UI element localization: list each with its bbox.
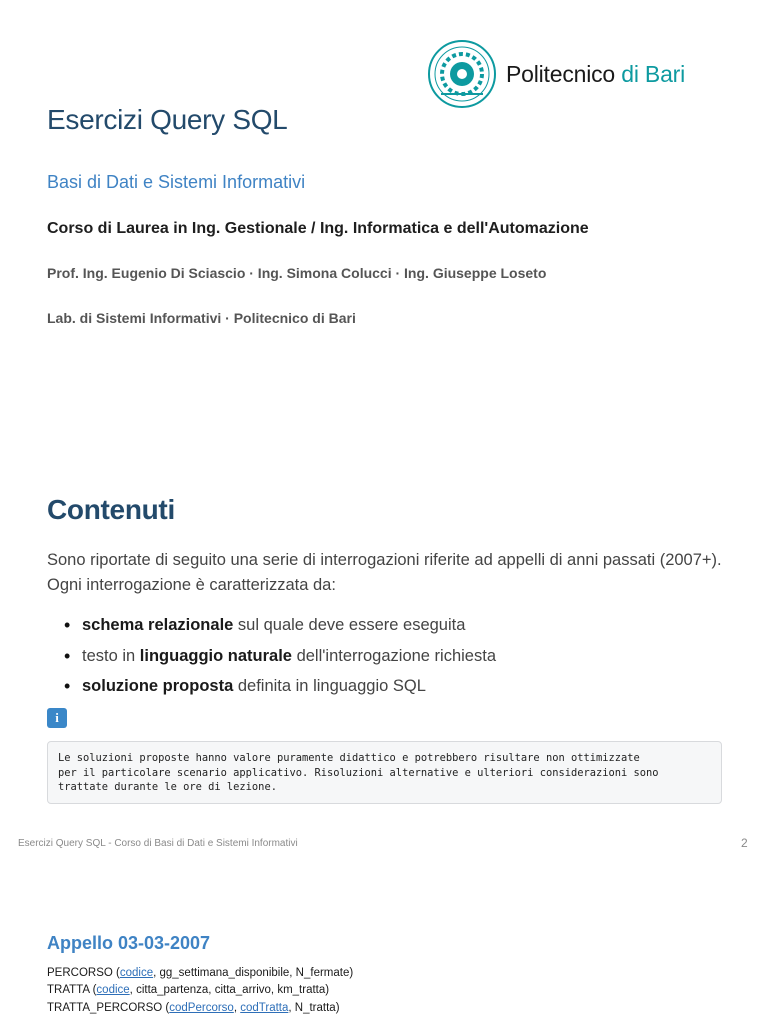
- contents-heading: Contenuti: [47, 494, 175, 525]
- primary-key: codice: [119, 967, 154, 979]
- bullet-text: definita in linguaggio SQL: [233, 677, 426, 695]
- schema-row-tratta-percorso: TRATTA_PERCORSO (codPercorso, codTratta, N_tratta): [47, 1001, 340, 1014]
- institution-name: [506, 61, 685, 88]
- primary-key: codice: [96, 984, 130, 997]
- professors-line: Prof. Ing. Eugenio Di Sciascio · Ing. Simona Colucci · Ing. Giuseppe Loseto: [47, 265, 547, 281]
- relation-attributes: N_tratta: [294, 1001, 336, 1014]
- institution-name-main: Politecnico: [506, 60, 616, 87]
- page-title: Esercizi Query SQL: [47, 104, 288, 135]
- course-subtitle: Basi di Dati e Sistemi Informativi: [47, 172, 306, 192]
- relation-name: PERCORSO: [47, 967, 113, 979]
- page-footer: Esercizi Query SQL - Corso di Basi di Dati e Sistemi Informativi: [18, 838, 298, 849]
- degree-course: Corso di Laurea in Ing. Gestionale / Ing. Informatica e dell'Automazione: [47, 220, 589, 237]
- appello-heading: Appello 03-03-2007: [47, 933, 211, 953]
- primary-key: codTratta: [240, 1001, 289, 1014]
- list-item: [64, 610, 496, 641]
- note-line: trattate durante le ore di lezione.: [58, 781, 277, 793]
- note-line: per il particolare scenario applicativo. Risoluzioni alternative e ulteriori considerazioni sono: [58, 766, 659, 779]
- relation-name: TRATTA: [47, 984, 90, 997]
- lab-line: Lab. di Sistemi Informativi · Politecnico di Bari: [47, 310, 356, 326]
- relation-name: TRATTA_PERCORSO: [47, 1001, 163, 1014]
- note-box: [47, 741, 722, 804]
- bullet-text: sul quale deve essere eseguita: [233, 616, 466, 634]
- bullet-text: dell'interrogazione richiesta: [291, 646, 496, 665]
- schema-row-percorso: PERCORSO (codice, gg_settimana_disponibile, N_fermate): [47, 967, 354, 979]
- contents-intro: Sono riportate di seguito una serie di interrogazioni riferite ad appelli di anni passati (2007+). Ogni interrogazione è caratterizzata da:: [47, 551, 722, 594]
- bullet-strong: schema relazionale: [82, 616, 234, 634]
- bullet-strong: soluzione proposta: [82, 677, 234, 695]
- politecnico-seal-icon: [427, 39, 497, 109]
- primary-key: codPercorso: [169, 1001, 234, 1014]
- list-item: [64, 641, 496, 672]
- relation-attributes: citta_partenza, citta_arrivo, km_tratta: [136, 984, 326, 997]
- institution-name-accent: di Bari: [621, 60, 686, 87]
- relational-schema: [47, 965, 353, 1017]
- page-number: 2: [741, 836, 748, 850]
- contents-bullet-list: [64, 610, 496, 702]
- relation-attributes: gg_settimana_disponibile, N_fermate: [159, 967, 350, 979]
- info-icon: i: [47, 708, 67, 728]
- schema-row-tratta: TRATTA (codice, citta_partenza, citta_arrivo, km_tratta): [47, 984, 330, 997]
- bullet-pre: testo in: [82, 646, 140, 665]
- institution-logo: [427, 38, 717, 110]
- bullet-strong: linguaggio naturale: [139, 646, 292, 665]
- note-line: Le soluzioni proposte hanno valore puramente didattico e potrebbero risultare non ottimizzate: [58, 752, 640, 764]
- list-item: [64, 671, 496, 702]
